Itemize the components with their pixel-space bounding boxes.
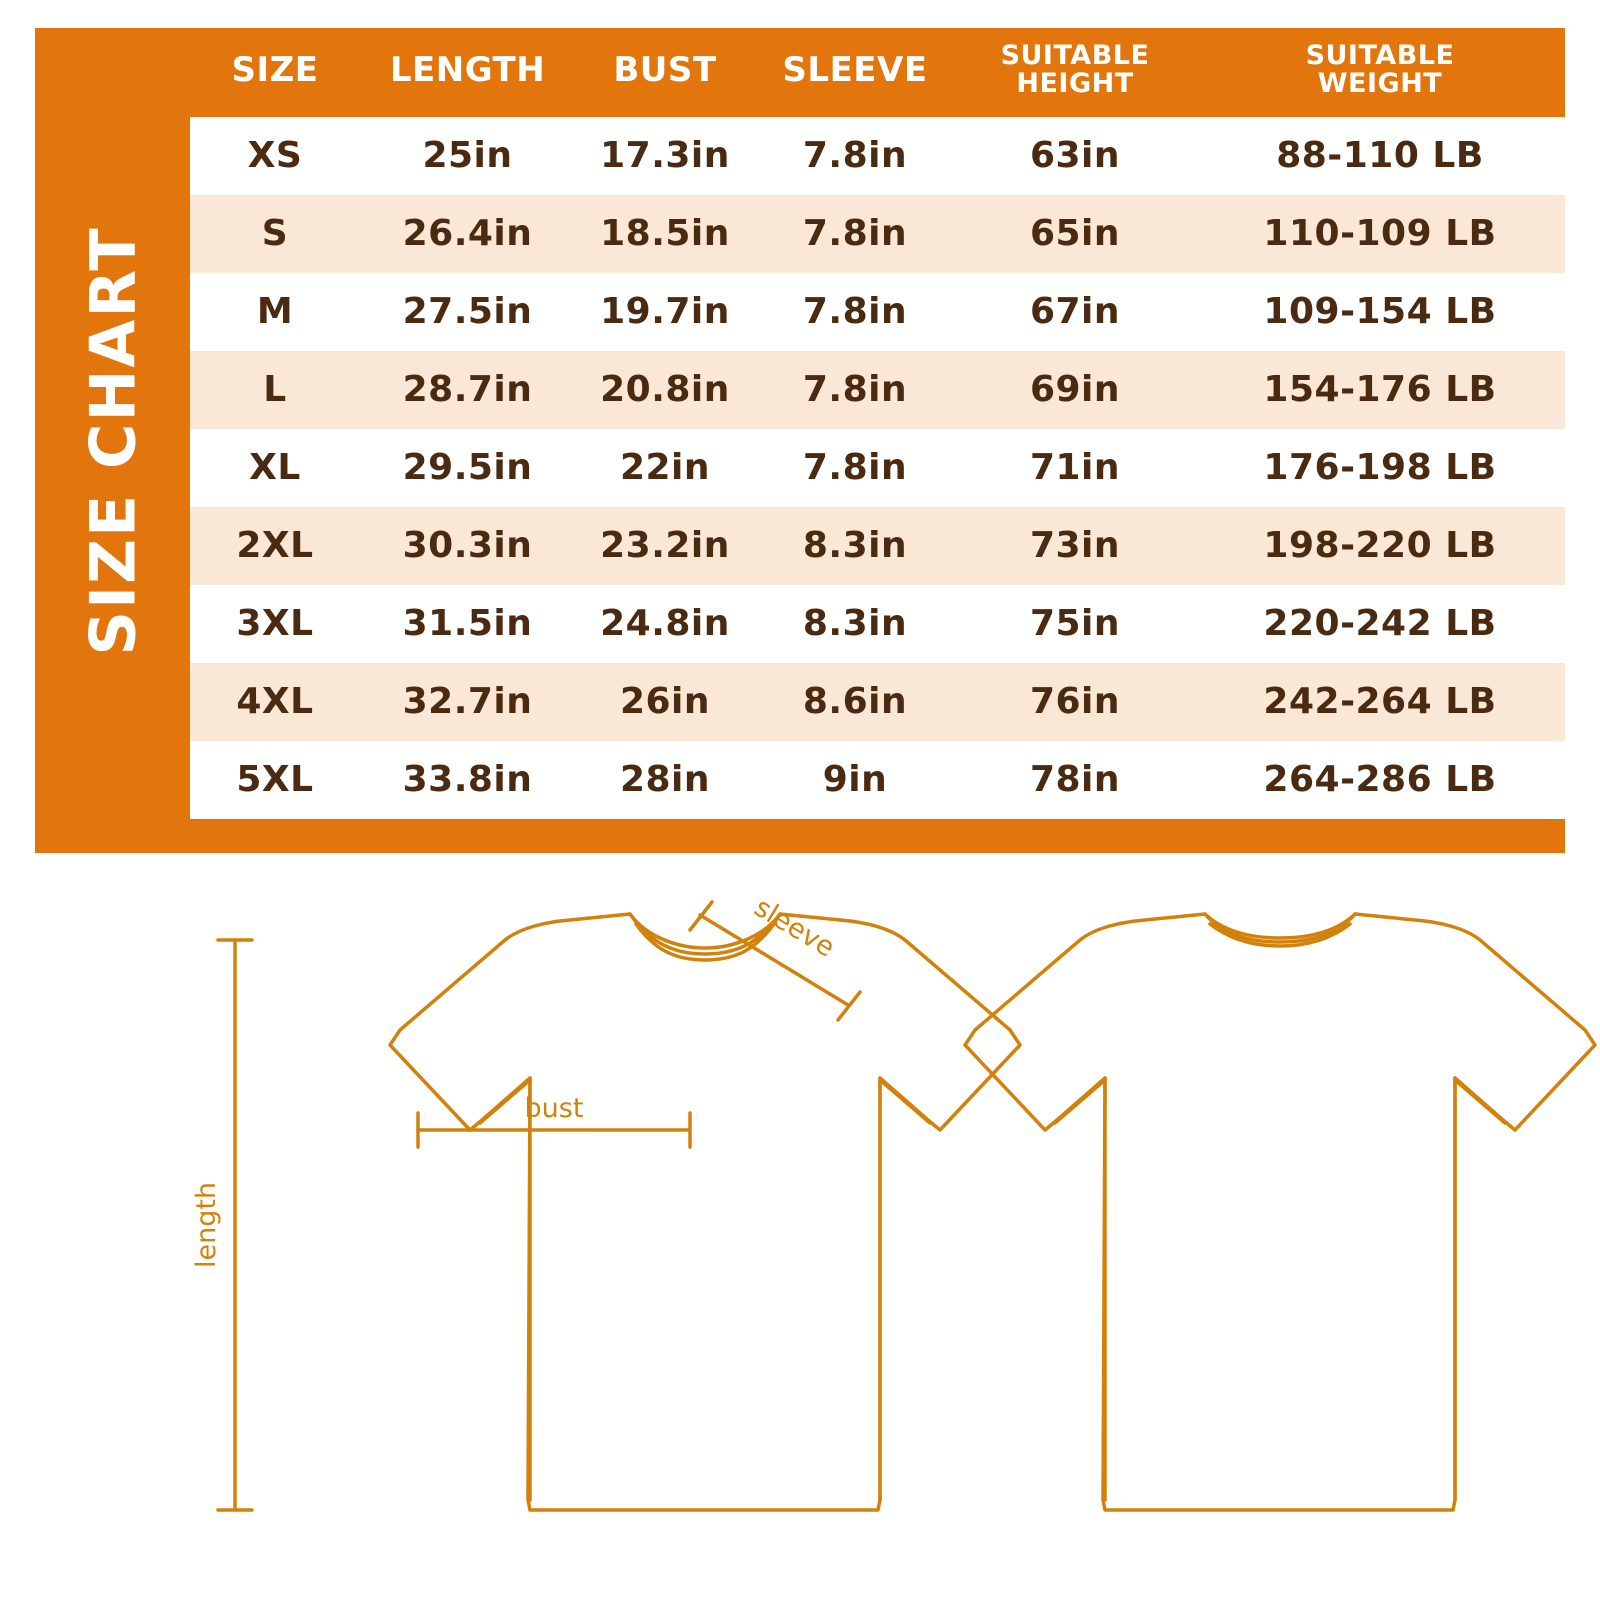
table-row	[190, 663, 1565, 741]
cell-sleeve: 8.6in	[755, 663, 955, 741]
table-row	[190, 741, 1565, 819]
cell-weight: 264-286 LB	[1195, 741, 1565, 819]
cell-height: 78in	[955, 741, 1195, 819]
cell-bust: 20.8in	[575, 351, 755, 429]
cell-bust: 19.7in	[575, 273, 755, 351]
cell-sleeve: 7.8in	[755, 273, 955, 351]
cell-weight: 242-264 LB	[1195, 663, 1565, 741]
column-header-suitable-weight: SUITABLE WEIGHT	[1195, 28, 1565, 117]
cell-height: 69in	[955, 351, 1195, 429]
cell-size: 2XL	[190, 507, 360, 585]
column-header-sleeve: SLEEVE	[755, 28, 955, 117]
table-row	[190, 585, 1565, 663]
size-table	[190, 28, 1565, 819]
cell-weight: 88-110 LB	[1195, 117, 1565, 195]
cell-weight: 198-220 LB	[1195, 507, 1565, 585]
cell-size: 4XL	[190, 663, 360, 741]
cell-sleeve: 7.8in	[755, 429, 955, 507]
cell-length: 26.4in	[360, 195, 575, 273]
table-row	[190, 273, 1565, 351]
cell-height: 75in	[955, 585, 1195, 663]
cell-weight: 154-176 LB	[1195, 351, 1565, 429]
cell-size: XS	[190, 117, 360, 195]
cell-sleeve: 7.8in	[755, 117, 955, 195]
cell-size: L	[190, 351, 360, 429]
cell-sleeve: 9in	[755, 741, 955, 819]
table-row	[190, 507, 1565, 585]
cell-length: 25in	[360, 117, 575, 195]
table-row	[190, 429, 1565, 507]
length-dimension-line	[218, 940, 252, 1510]
cell-size: XL	[190, 429, 360, 507]
cell-length: 32.7in	[360, 663, 575, 741]
cell-bust: 18.5in	[575, 195, 755, 273]
cell-height: 76in	[955, 663, 1195, 741]
t-shirt-back-outline	[965, 914, 1595, 1510]
bust-label: bust	[524, 1093, 584, 1124]
table-row	[190, 117, 1565, 195]
cell-bust: 23.2in	[575, 507, 755, 585]
cell-length: 27.5in	[360, 273, 575, 351]
column-header-length: LENGTH	[360, 28, 575, 117]
table-header-row	[190, 28, 1565, 117]
cell-bust: 22in	[575, 429, 755, 507]
size-table-wrapper	[190, 28, 1565, 853]
size-chart-table-block	[35, 28, 1565, 853]
cell-sleeve: 8.3in	[755, 507, 955, 585]
cell-height: 73in	[955, 507, 1195, 585]
cell-length: 30.3in	[360, 507, 575, 585]
cell-size: 5XL	[190, 741, 360, 819]
cell-sleeve: 8.3in	[755, 585, 955, 663]
column-header-suitable-height: SUITABLE HEIGHT	[955, 28, 1195, 117]
page-title: SIZE CHART	[76, 225, 149, 656]
length-label: length	[191, 1181, 222, 1269]
table-row	[190, 195, 1565, 273]
cell-height: 65in	[955, 195, 1195, 273]
cell-sleeve: 7.8in	[755, 351, 955, 429]
cell-size: 3XL	[190, 585, 360, 663]
column-header-size: SIZE	[190, 28, 360, 117]
cell-weight: 176-198 LB	[1195, 429, 1565, 507]
size-chart-side-label	[35, 28, 190, 853]
cell-bust: 17.3in	[575, 117, 755, 195]
cell-length: 33.8in	[360, 741, 575, 819]
cell-size: S	[190, 195, 360, 273]
cell-weight: 220-242 LB	[1195, 585, 1565, 663]
cell-height: 63in	[955, 117, 1195, 195]
cell-height: 71in	[955, 429, 1195, 507]
cell-length: 31.5in	[360, 585, 575, 663]
measurement-diagram	[0, 880, 1600, 1580]
cell-height: 67in	[955, 273, 1195, 351]
sleeve-label: sleeve	[748, 891, 840, 964]
cell-size: M	[190, 273, 360, 351]
cell-weight: 109-154 LB	[1195, 273, 1565, 351]
cell-length: 29.5in	[360, 429, 575, 507]
cell-bust: 28in	[575, 741, 755, 819]
column-header-bust: BUST	[575, 28, 755, 117]
cell-bust: 26in	[575, 663, 755, 741]
cell-length: 28.7in	[360, 351, 575, 429]
cell-weight: 110-109 LB	[1195, 195, 1565, 273]
t-shirt-front-outline	[390, 914, 1020, 1510]
table-row	[190, 351, 1565, 429]
cell-sleeve: 7.8in	[755, 195, 955, 273]
cell-bust: 24.8in	[575, 585, 755, 663]
